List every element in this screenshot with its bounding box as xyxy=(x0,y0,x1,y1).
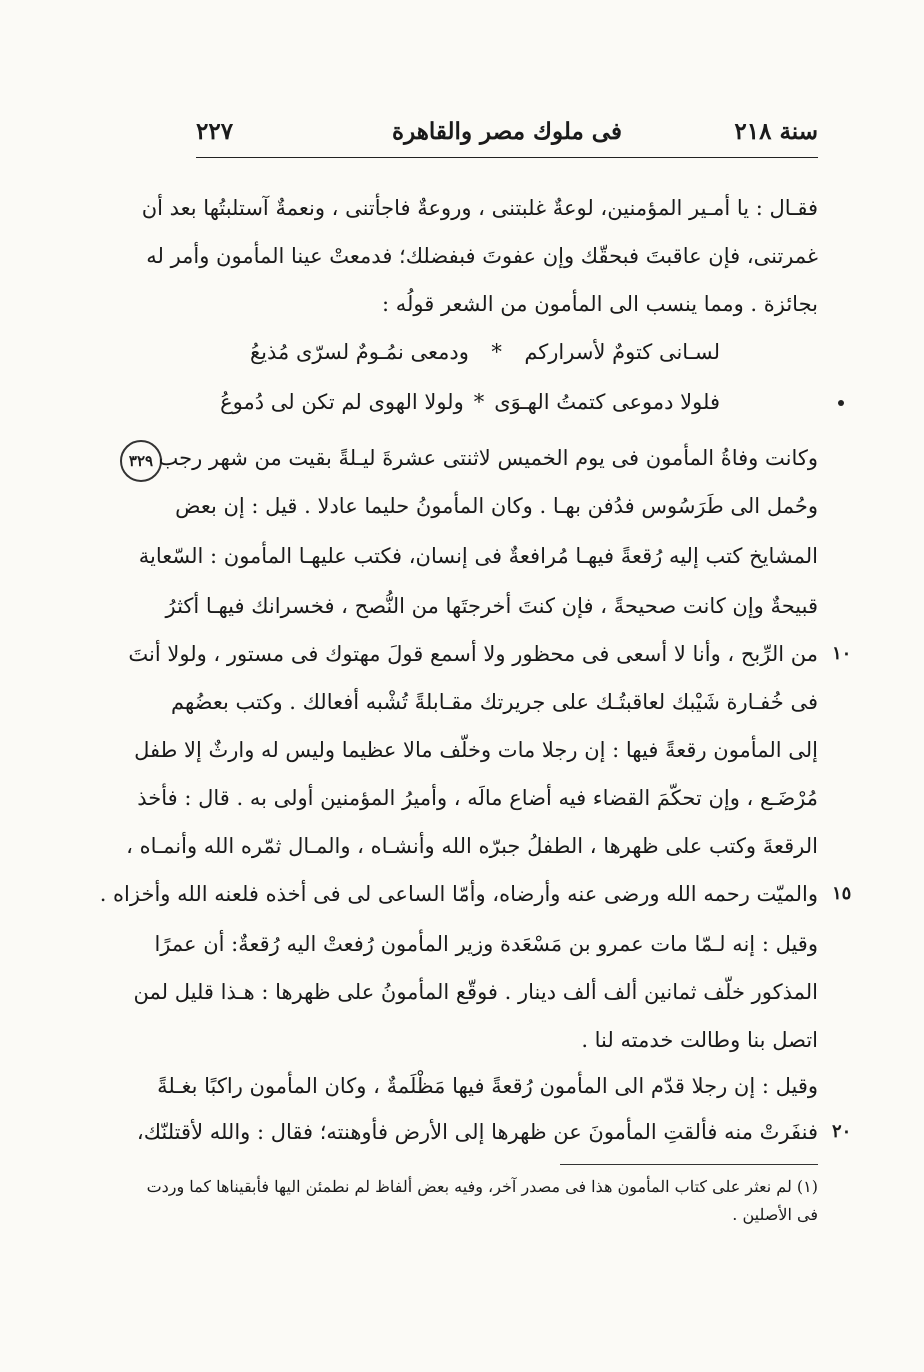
verse-separator: * xyxy=(473,390,485,414)
text-line: فى خُفـارة شَيْبك لعاقبتُـك على جريرتك مقـابلةً تُشْبه أفعالك . وكتب بعضُهم xyxy=(170,690,818,714)
text-line: فقـال : يا أمـير المؤمنين، لوعةٌ غلبتنى ، وروعةٌ فاجأتنى ، ونعمةٌ آستلبتُها بعد أن xyxy=(141,196,818,220)
line-number-10: ١٠ xyxy=(832,643,852,664)
text-line: المشايخ كتب إليه رُقعةً فيهـا مُرافعةٌ فى إنسان، فكتب عليهـا المأمون : السّعاية xyxy=(138,544,818,568)
text-line: وحُمل الى طَرَسُوس فدُفن بهـا . وكان المأمونُ حليما عادلا . قيل : إن بعض xyxy=(175,494,818,518)
verse-line xyxy=(250,330,720,374)
text-line: غمرتنى، فإن عاقبتَ فبحقّك وإن عفوتَ فبفضلك؛ فدمعتْ عينا المأمون وأمر له xyxy=(146,244,818,268)
margin-dot xyxy=(838,400,844,406)
verse-hemistich-left: ودمعى نمُـومٌ لسرّى مُذيعُ xyxy=(250,340,469,364)
text-line: وقيل : إن رجلا قدّم الى المأمون رُقعةً فيها مَظْلَمةٌ ، وكان المأمون راكبًا بغـلةً xyxy=(157,1074,818,1098)
text-line: وقيل : إنه لـمّا مات عمرو بن مَسْعَدة وزير المأمون رُفعتْ اليه رُقعةٌ: أن عمرًا xyxy=(154,932,818,956)
text-line: وكانت وفاةُ المأمون فى يوم الخميس لاثنتى عشرةَ ليـلةً بقيت من شهر رجب xyxy=(158,446,818,470)
header-rule xyxy=(196,157,818,158)
line-number-15: ١٥ xyxy=(832,883,852,904)
footnote-line: فى الأصلين . xyxy=(732,1205,818,1224)
footnote-line: (١) لم نعثر على كتاب المأمون هذا فى مصدر آخر، وفيه بعض ألفاظ لم نطمئن اليها فأبقيناها كما وردت xyxy=(146,1177,818,1196)
text-line: اتصل بنا وطالت خدمته لنا . xyxy=(581,1028,818,1052)
footnote-rule xyxy=(560,1164,818,1165)
verse-separator: * xyxy=(491,340,502,364)
text-line: بجائزة . ومما ينسب الى المأمون من الشعر قولُه : xyxy=(381,292,818,316)
line-number-20: ٢٠ xyxy=(832,1121,852,1142)
text-line: المذكور خلّف ثمانين ألف ألف دينار . فوقّع المأمونُ على ظهرها : هـذا قليل لمن xyxy=(133,980,818,1004)
text-line: والميّت رحمه الله ورضى عنه وأرضاه، وأمّا الساعى لى فى أخذه فلعنه الله وأخزاه . xyxy=(99,882,818,906)
verse-line xyxy=(220,380,720,424)
text-line: من الرِّبح ، وأنا لا أسعى فى محظور ولا أسمع قولَ مهتوك فى مستور ، ولولا أنتَ xyxy=(128,642,818,666)
text-line: إلى المأمون رقعةً فيها : إن رجلا مات وخلّف مالا عظيما وليس له وارثٌ إلا طفل xyxy=(134,738,818,762)
header-year: سنة ٢١٨ xyxy=(734,118,818,145)
header-title: فى ملوك مصر والقاهرة xyxy=(392,118,622,145)
running-header xyxy=(196,112,818,152)
verse-hemistich-left: ولولا الهوى لم تكن لى دُموعُ xyxy=(220,390,464,414)
text-line: الرقعةَ وكتب على ظهرها ، الطفلُ جبرّه الله وأنشـاه ، والمـال ثمّره الله وأنمـاه ، xyxy=(126,834,818,858)
text-line: قبيحةٌ وإن كانت صحيحةً ، فإن كنتَ أخرجتَها من النُّصح ، فخسرانك فيهـا أكثرُ xyxy=(165,594,818,618)
text-line: مُرْضَـع ، وإن تحكّمَ القضاء فيه أضاع مالَه ، وأميرُ المؤمنين أولى به . قال : فأخذ xyxy=(137,786,818,810)
verse-hemistich-right: فلولا دموعى كتمتُ الهـوَى xyxy=(494,390,720,414)
margin-seal: ٣٢٩ xyxy=(120,440,162,482)
text-line: فنفَرتْ منه فألقتِ المأمونَ عن ظهرها إلى الأرض فأوهنته؛ فقال : والله لأقتلنّك، xyxy=(136,1120,818,1144)
verse-hemistich-right: لسـانى كتومٌ لأسراركم xyxy=(524,340,720,364)
page-number: ٢٢٧ xyxy=(196,118,234,145)
